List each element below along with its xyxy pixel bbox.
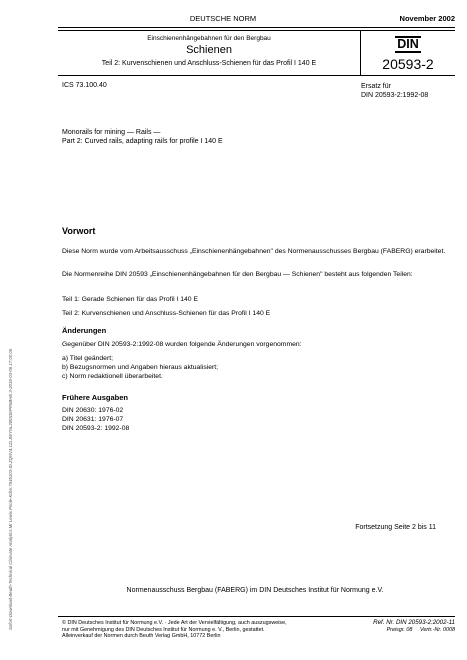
changes-heading: Änderungen bbox=[62, 326, 107, 335]
ics-code: ICS 73.100.40 bbox=[62, 82, 107, 89]
foreword-paragraph-2: Die Normenreihe DIN 20593 „Einschienenhängebahnen für den Bergbau — Schienen" besteht aus folgenden Teilen: bbox=[62, 271, 413, 278]
reference-block bbox=[330, 620, 455, 633]
copyright-line-2: nur mit Genehmigung des DIN Deutsches Institut für Normung e. V., Berlin, gestattet. bbox=[62, 626, 265, 633]
replacement-note bbox=[361, 82, 428, 100]
previous-editions-list bbox=[62, 407, 129, 433]
footer-rule bbox=[58, 616, 455, 617]
copyright-line-1: © DIN Deutsches Institut für Normung e.V. · Jede Art der Vervielfältigung, auch auszugsweise, bbox=[62, 620, 287, 626]
title-block bbox=[58, 32, 360, 74]
title-subtitle: Teil 2: Kurvenschienen und Anschluss-Schienen für das Profil I 140 E bbox=[101, 60, 317, 67]
foreword-paragraph-1: Diese Norm wurde vom Arbeitsausschuss „Einschienenhängebahnen" des Normenausschusses Bergbau (FABERG) erarbeitet. bbox=[62, 248, 446, 255]
price-info bbox=[330, 627, 455, 634]
replacement-label: Ersatz für bbox=[361, 83, 391, 90]
part-2-entry: Teil 2: Kurvenschienen und Anschluss-Schienen für das Profil I 140 E bbox=[62, 310, 271, 317]
list-item: a) Titel geändert; bbox=[62, 355, 114, 362]
din-number: 20593-2 bbox=[382, 56, 434, 72]
header-top bbox=[58, 14, 455, 25]
reference-number: Ref. Nr. DIN 20593-2:2002-11 bbox=[373, 619, 455, 626]
part-1-entry: Teil 1: Gerade Schienen für das Profil I 140 E bbox=[62, 296, 199, 303]
list-item: DIN 20631: 1976-07 bbox=[62, 415, 124, 423]
title-rule bbox=[58, 75, 455, 76]
issue-date: November 2002 bbox=[399, 14, 455, 23]
list-item: c) Norm redaktionell überarbeitet. bbox=[62, 372, 163, 380]
list-item: DIN 20630: 1976-02 bbox=[62, 407, 124, 414]
replacement-standard: DIN 20593-2:1992-08 bbox=[361, 92, 429, 99]
list-item: DIN 20593-2: 1992-08 bbox=[62, 424, 130, 432]
changes-list bbox=[62, 355, 218, 381]
english-title-line2: Part 2: Curved rails, adapting rails for profile I 140 E bbox=[62, 138, 223, 145]
din-logo: DIN bbox=[397, 37, 419, 51]
header-rule-2 bbox=[58, 30, 455, 31]
english-title-line1: Monorails for mining — Rails — bbox=[62, 129, 161, 136]
norm-label: DEUTSCHE NORM bbox=[189, 14, 257, 23]
previous-editions-heading: Frühere Ausgaben bbox=[62, 393, 128, 402]
english-title bbox=[62, 128, 223, 146]
changes-intro: Gegenüber DIN 20593-2:1992-08 wurden folgende Änderungen vorgenommen: bbox=[62, 341, 302, 348]
title-main: Schienen bbox=[186, 44, 232, 56]
continuation-note: Fortsetzung Seite 2 bis 11 bbox=[355, 524, 436, 531]
din-block bbox=[361, 32, 455, 74]
distribution-number: Vertr.-Nr. 0008 bbox=[419, 626, 455, 633]
copyright-notice bbox=[62, 620, 287, 640]
list-item: b) Bezugsnormen und Angaben hieraus aktualisiert; bbox=[62, 363, 219, 371]
price-group: Preisgr. 08 bbox=[386, 626, 413, 633]
download-watermark: Sofort-Download-Beuth-Technical Clairvate Analytics Mr Lewis Poole-KdNr.7545103-ID.ZQNV4.1ZLJWYNL2BODEPR5BHE.3-2018-03-06 17:00:05 bbox=[8, 348, 13, 630]
title-supertitle: Einschienenhängebahnen für den Bergbau bbox=[147, 35, 271, 42]
copyright-line-3: Alleinverkauf der Normen durch Beuth Verlag GmbH, 10772 Berlin bbox=[62, 633, 221, 640]
publisher-line: Normenausschuss Bergbau (FABERG) im DIN Deutsches Institut für Normung e.V. bbox=[126, 587, 384, 594]
header-rule bbox=[58, 27, 455, 28]
foreword-heading: Vorwort bbox=[62, 226, 96, 236]
